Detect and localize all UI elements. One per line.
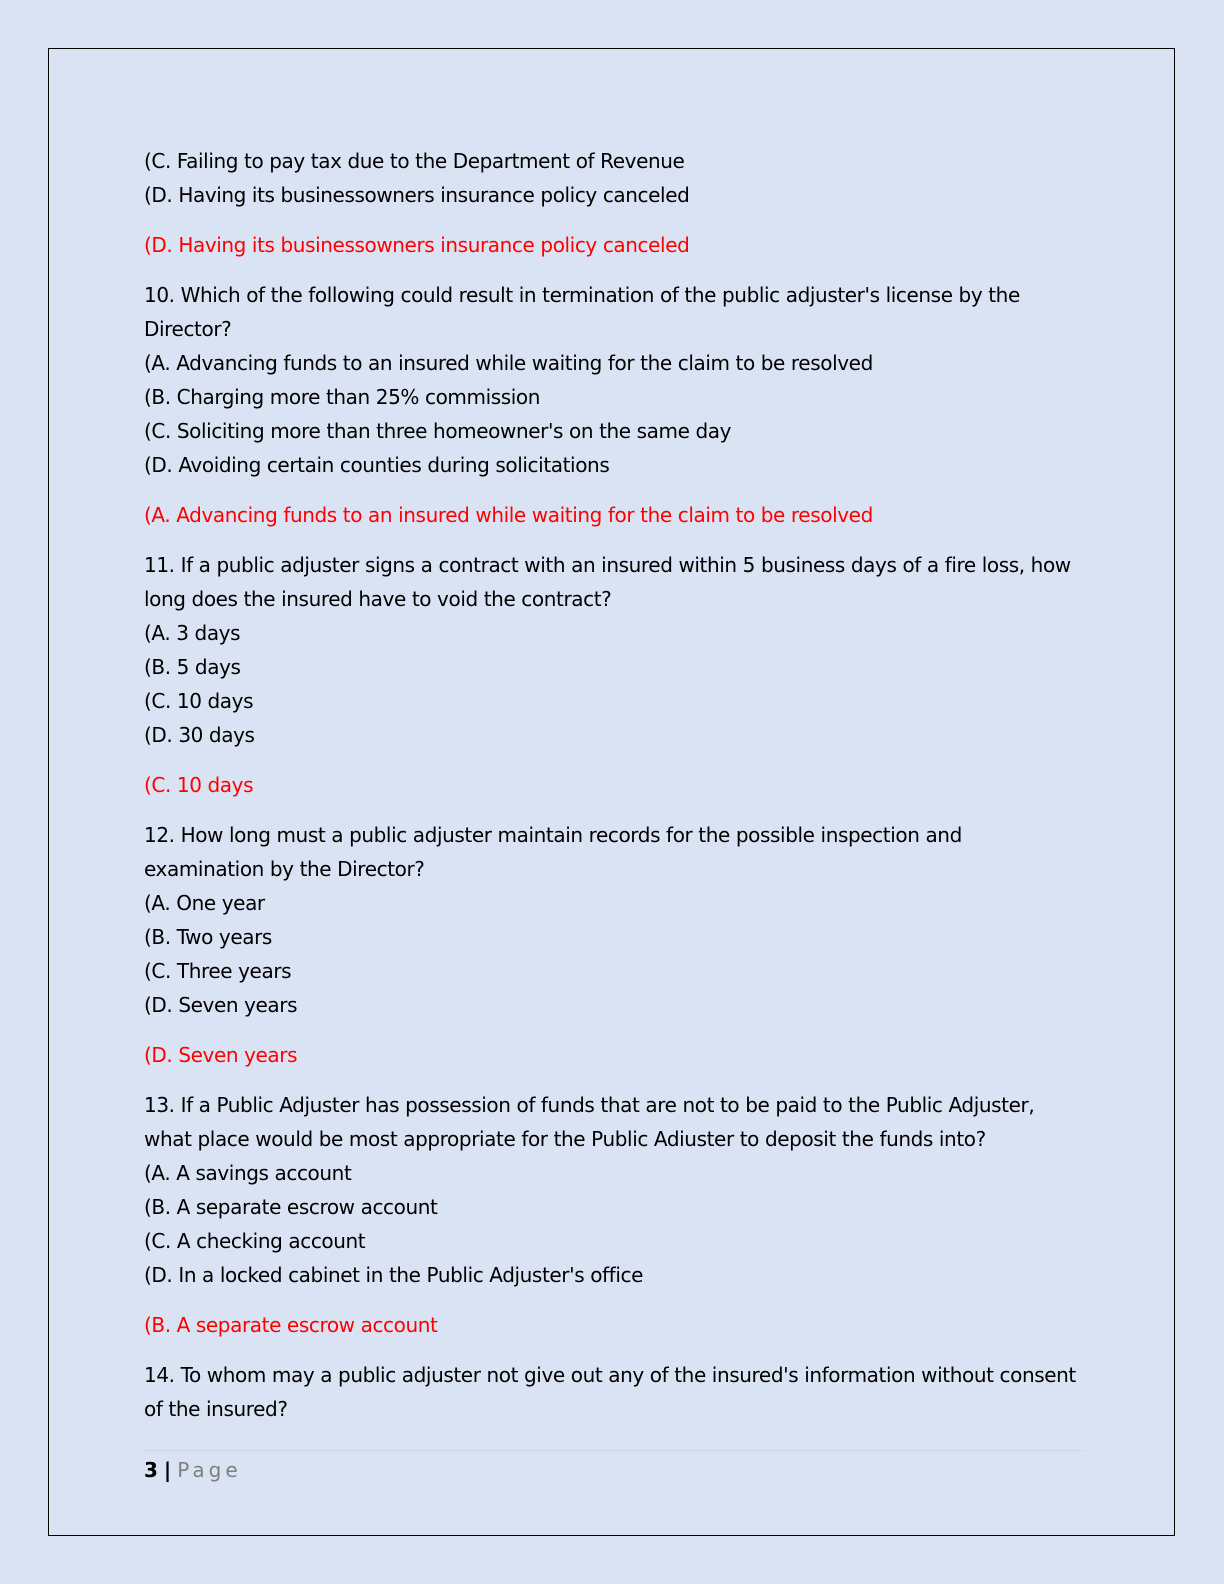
- answer-text: (B. A separate escrow account: [144, 1313, 438, 1337]
- page-number: 3: [144, 1458, 158, 1482]
- page-footer: [144, 1455, 242, 1485]
- question-text: 12. How long must a public adjuster maintain records for the possible inspection and examination by the Director?: [144, 823, 962, 881]
- option-a: (A. Advancing funds to an insured while waiting for the claim to be resolved: [144, 351, 873, 375]
- document-body: [144, 144, 1084, 1426]
- question-text: 14. To whom may a public adjuster not give out any of the insured's information without consent of the insured?: [144, 1363, 1076, 1421]
- option-d: (D. 30 days: [144, 723, 255, 747]
- option-d: (D. Seven years: [144, 993, 298, 1017]
- question-11-block: [144, 548, 1084, 802]
- option-c: (C. Failing to pay tax due to the Department of Revenue: [144, 149, 685, 173]
- answer-text: (A. Advancing funds to an insured while waiting for the claim to be resolved: [144, 503, 873, 527]
- question-text: 11. If a public adjuster signs a contract with an insured within 5 business days of a fire loss, how long does the insured have to void the contract?: [144, 553, 1071, 611]
- option-d: (D. In a locked cabinet in the Public Adjuster's office: [144, 1263, 643, 1287]
- footer-divider: [144, 1450, 1084, 1451]
- footer-separator: |: [163, 1458, 172, 1482]
- option-a: (A. 3 days: [144, 621, 241, 645]
- page-label: Page: [177, 1458, 242, 1482]
- question-text: 13. If a Public Adjuster has possession of funds that are not to be paid to the Public Adjuster, what place would be most appropriate for the Public Adiuster to deposit the funds into?: [144, 1093, 1035, 1151]
- option-c: (C. Soliciting more than three homeowner's on the same day: [144, 419, 732, 443]
- option-d: (D. Having its businessowners insurance policy canceled: [144, 183, 690, 207]
- question-12-block: [144, 818, 1084, 1072]
- question-9-block: [144, 144, 1084, 262]
- option-b: (B. 5 days: [144, 655, 241, 679]
- question-text: 10. Which of the following could result in termination of the public adjuster's license by the Director?: [144, 283, 1020, 341]
- answer-text: (C. 10 days: [144, 773, 254, 797]
- question-10-block: [144, 278, 1084, 532]
- question-13-block: [144, 1088, 1084, 1342]
- option-a: (A. A savings account: [144, 1161, 352, 1185]
- question-14-block: [144, 1358, 1084, 1426]
- option-b: (B. Two years: [144, 925, 272, 949]
- option-b: (B. A separate escrow account: [144, 1195, 438, 1219]
- answer-text: (D. Having its businessowners insurance policy canceled: [144, 233, 690, 257]
- option-a: (A. One year: [144, 891, 265, 915]
- option-c: (C. Three years: [144, 959, 292, 983]
- option-d: (D. Avoiding certain counties during solicitations: [144, 453, 610, 477]
- answer-text: (D. Seven years: [144, 1043, 298, 1067]
- option-c: (C. 10 days: [144, 689, 254, 713]
- option-c: (C. A checking account: [144, 1229, 366, 1253]
- option-b: (B. Charging more than 25% commission: [144, 385, 541, 409]
